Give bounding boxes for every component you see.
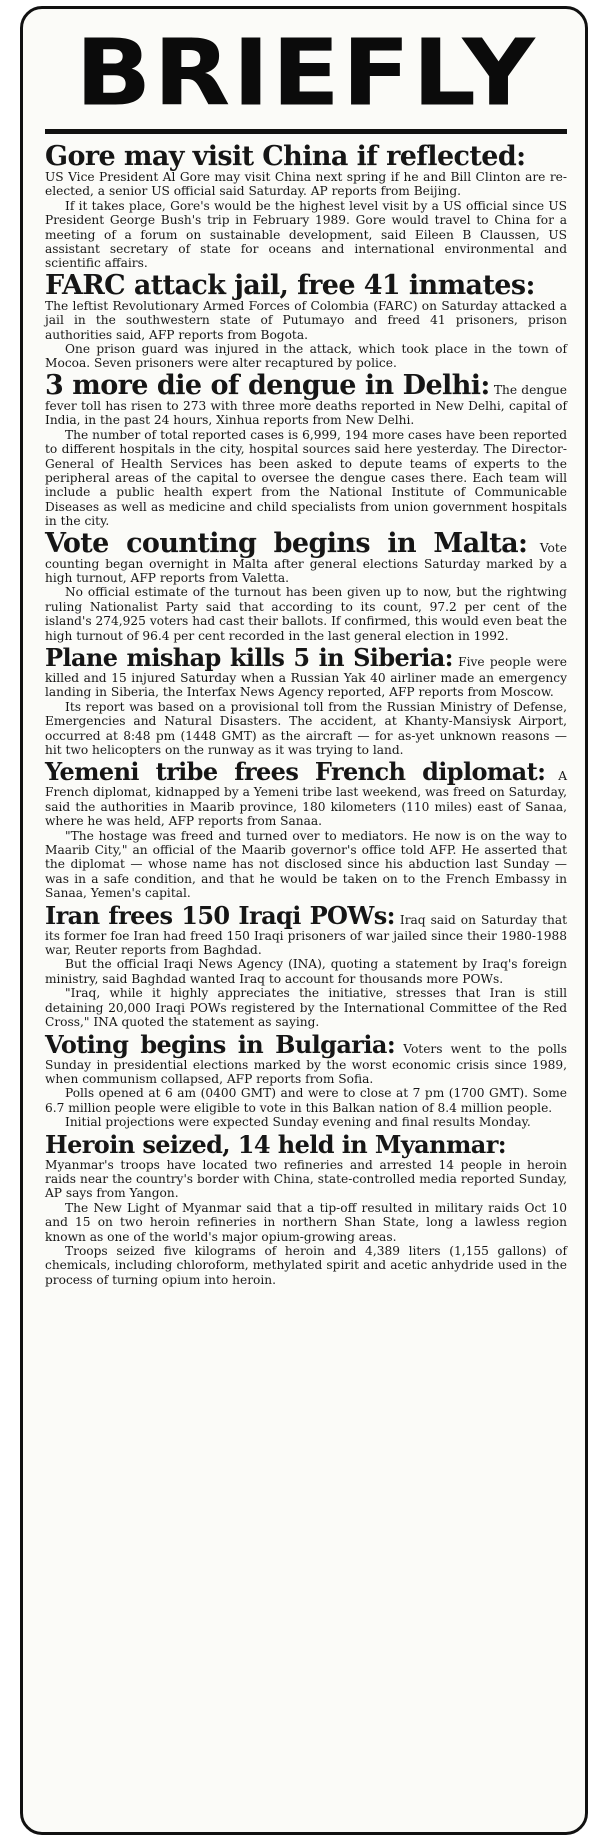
story-iran-pows	[45, 900, 567, 1030]
paragraph: The New Light of Myanmar said that a tip-off resulted in military raids Oct 10 and 15 on two heroin refineries in northern Shan State, long a lawless region known as one of the world's major opium-growing areas.	[45, 1200, 567, 1244]
paragraph: Polls opened at 6 am (0400 GMT) and were to close at 7 pm (1700 GMT). Some 6.7 million people were eligible to vote in this Balkan nation of 8.4 million people.	[45, 1086, 567, 1115]
headline: Vote counting begins in Malta:	[45, 527, 528, 559]
story-bulgaria-vote	[45, 1029, 567, 1130]
headline: Iran frees 150 Iraqi POWs:	[45, 900, 395, 930]
lead-text: Myanmar's troops have located two refineries and arrested 14 people in heroin raids near the country's border with China, state-controlled media reported Sunday, AP says from Yangon.	[45, 1157, 567, 1201]
headline: Heroin seized, 14 held in Myanmar:	[45, 1129, 507, 1159]
paragraph: Initial projections were expected Sunday evening and final results Monday.	[65, 1115, 531, 1130]
lead-text: A French diplomat, kidnapped by a Yemeni tribe last weekend, was freed on Saturday, said the authorities in Maarib province, 180 kilometers (110 miles) east of Sanaa, where he was held, AFP reports from Sanaa.	[45, 769, 567, 829]
lead-text: US Vice President Al Gore may visit China next spring if he and Bill Clinton are re-elected, a senior US official said Saturday. AP reports from Beijing.	[45, 170, 567, 199]
lead-text: The dengue fever toll has risen to 273 with three more deaths reported in New Delhi, capital of India, in the past 24 hours, Xinhua reports from New Delhi.	[45, 382, 567, 428]
lead-text: The leftist Revolutionary Armed Forces of Colombia (FARC) on Saturday attacked a jail in the southwestern state of Putumayo and freed 41 prisoners, prison authorities said, AFP reports from Bogota.	[45, 298, 567, 342]
masthead: BRIEFLY	[75, 18, 537, 127]
story-lead	[45, 141, 567, 199]
headline: Yemeni tribe frees French diplomat:	[45, 757, 546, 787]
story-lead	[45, 1129, 567, 1201]
story-lead	[45, 269, 567, 342]
paragraph: If it takes place, Gore's would be the highest level visit by a US official since US President George Bush's trip in February 1989. Gore would travel to China for a meeting of a forum on sustainable development, said Eileen B Claussen, US assistant secretary of state for oceans and international environmental and scientific affairs.	[45, 198, 567, 271]
paragraph: "The hostage was freed and turned over to mediators. He now is on the way to Maarib City," an official of the Maarib governor's office told AFP. He asserted that the diplomat — whose name has not disclosed since his abduction last Sunday — was in a safe condition, and that he would be taken on to the French Embassy in Sanaa, Yemen's capital.	[45, 828, 567, 901]
headline: Gore may visit China if reflected:	[45, 141, 526, 172]
lead-text: Vote counting began overnight in Malta after general elections Saturday marked by a high turnout, AFP reports from Valetta.	[45, 540, 567, 585]
paragraph: Troops seized five kilograms of heroin and 4,389 liters (1,155 gallons) of chemicals, including chloroform, methylated spirit and acetic anhydride used in the process of turning opium into heroin.	[45, 1243, 567, 1287]
story-lead	[45, 1029, 567, 1087]
headline: FARC attack jail, free 41 inmates:	[45, 269, 535, 301]
story-gore-china	[45, 141, 567, 271]
paragraph: "Iraq, while it highly appreciates the initiative, stresses that Iran is still detaining 20,000 Iraqi POWs registered by the International Committee of the Red Cross," INA quoted the statement as saying.	[45, 986, 567, 1030]
story-malta-vote	[45, 527, 567, 643]
story-yemen-diplomat	[45, 759, 567, 900]
paragraph: One prison guard was injured in the attack, which took place in the town of Mocoa. Seven prisoners were alter recaptured by police.	[45, 342, 567, 371]
masthead-rule	[45, 129, 567, 134]
story-farc-jail	[45, 269, 567, 371]
story-lead	[45, 900, 567, 958]
paragraph: The number of total reported cases is 6,999, 194 more cases have been reported to different hospitals in the city, hospital sources said here yesterday. The Director-General of Health Services has been asked to depute teams of experts to the peripheral areas of the capital to oversee the dengue cases there. Each team will include a public health expert from the National Institute of Communicable Diseases as well as medicine and child specialists from union government hospitals in the city.	[45, 427, 567, 529]
story-lead	[45, 642, 567, 700]
story-lead	[45, 369, 567, 428]
paragraph: Its report was based on a provisional toll from the Russian Ministry of Defense, Emergencies and Natural Disasters. The accident, at Khanty-Mansiysk Airport, occurred at 8:48 pm (1448 GMT) as the aircraft — for as-yet unknown reasons — hit two helicopters on the runway as it was trying to land.	[45, 699, 567, 757]
paragraph: No official estimate of the turnout has been given up to now, but the rightwing ruling Nationalist Party said that according to its count, 97.2 per cent of the island's 274,925 voters had cast their ballots. If confirmed, this would even beat the high turnout of 96.4 per cent recorded in the last general election in 1992.	[45, 585, 567, 643]
headline: 3 more die of dengue in Delhi:	[45, 369, 490, 401]
story-dengue-delhi	[45, 369, 567, 529]
story-myanmar-heroin	[45, 1129, 567, 1288]
briefly-column	[20, 6, 588, 1835]
lead-text: Voters went to the polls Sunday in presidential elections marked by the worst economic crisis since 1989, when communism collapsed, AFP reports from Sofia.	[45, 1041, 567, 1086]
lead-text: Five people were killed and 15 injured Saturday when a Russian Yak 40 airliner made an emergency landing in Siberia, the Interfax News Agency reported, AFP reports from Moscow.	[45, 654, 567, 700]
story-lead	[45, 759, 567, 828]
story-siberia-plane	[45, 642, 567, 757]
story-lead	[45, 527, 567, 586]
headline: Plane mishap kills 5 in Siberia:	[45, 642, 453, 672]
headline: Voting begins in Bulgaria:	[45, 1029, 396, 1059]
lead-text: Iraq said on Saturday that its former foe Iran had freed 150 Iraqi prisoners of war jailed since their 1980-1988 war, Reuter reports from Baghdad.	[45, 912, 567, 958]
paragraph: But the official Iraqi News Agency (INA), quoting a statement by Iraq's foreign ministry, said Baghdad wanted Iraq to account for thousands more POWs.	[45, 957, 567, 986]
